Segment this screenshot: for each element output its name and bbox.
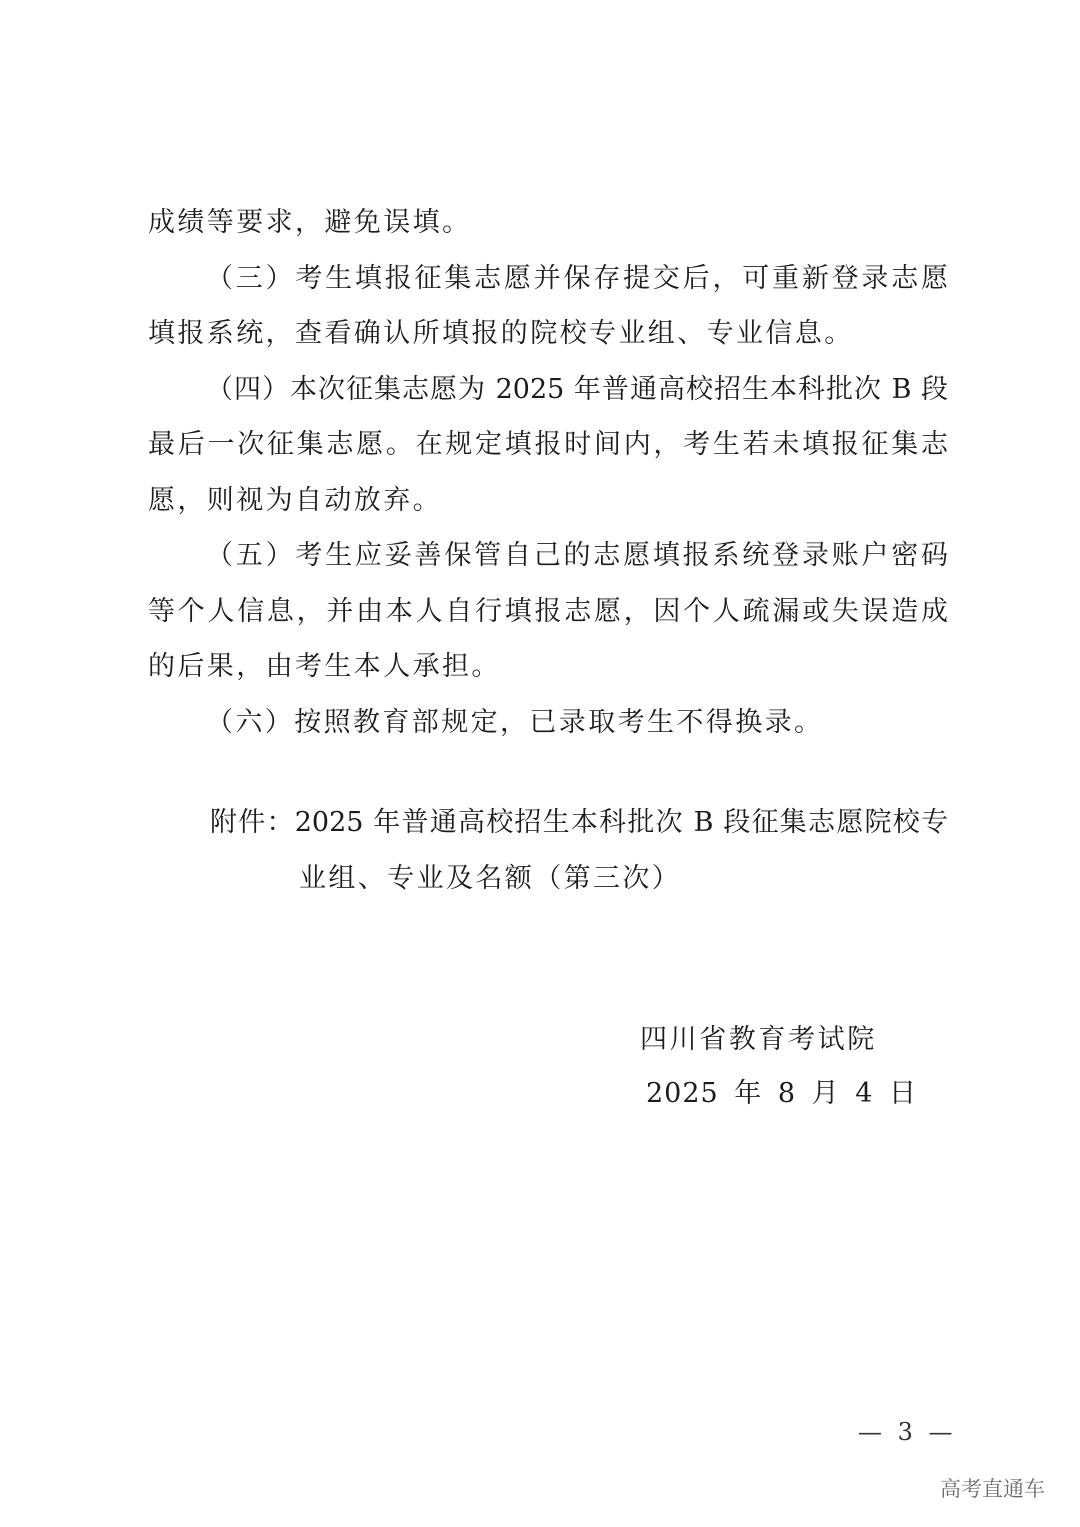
- paragraph-item-4-line-1: （四）本次征集志愿为 2025 年普通高校招生本科批次 B 段: [206, 373, 948, 405]
- issue-date: 2025 年 8 月 4 日: [646, 1078, 917, 1109]
- paragraph-item-5-line-3: 的后果，由考生本人承担。: [148, 651, 501, 682]
- paragraph-item-3-line-1: （三）考生填报征集志愿并保存提交后，可重新登录志愿: [206, 262, 948, 294]
- paragraph-continuation-line: 成绩等要求，避免误填。: [148, 207, 472, 238]
- document-body: [148, 200, 948, 755]
- issuing-organization: 四川省教育考试院: [640, 1024, 877, 1055]
- paragraph-item-5-line-2: 等个人信息，并由本人自行填报志愿，因个人疏漏或失误造成: [148, 595, 948, 627]
- page-number: — 3 —: [858, 1418, 957, 1446]
- paragraph-item-4-line-3: 愿，则视为自动放弃。: [148, 484, 442, 516]
- paragraph-item-3-line-2: 填报系统，查看确认所填报的院校专业组、专业信息。: [148, 318, 854, 349]
- attachment-note: [210, 800, 948, 912]
- paragraph-item-4-line-2: 最后一次征集志愿。在规定填报时间内，考生若未填报征集志: [148, 429, 948, 460]
- attachment-line-1: 附件：2025 年普通高校招生本科批次 B 段征集志愿院校专: [210, 807, 948, 838]
- paragraph-item-6-line: （六）按照教育部规定，已录取考生不得换录。: [206, 706, 824, 738]
- paragraph-item-5-line-1: （五）考生应妥善保管自己的志愿填报系统登录账户密码: [206, 540, 948, 571]
- attachment-line-2: 业组、专业及名额（第三次）: [299, 863, 682, 894]
- source-watermark: 高考直通车: [940, 1477, 1045, 1501]
- signature-block: [640, 1017, 917, 1117]
